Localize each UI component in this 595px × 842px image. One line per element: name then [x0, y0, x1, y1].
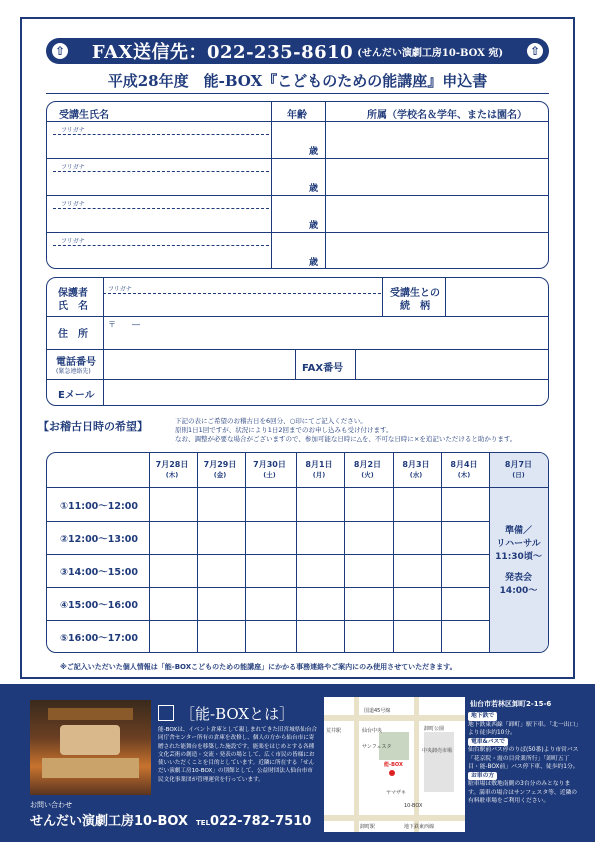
date-3: 7月30日: [253, 460, 286, 469]
date-2: 7月29日: [203, 460, 237, 469]
dow-6: (水): [409, 471, 423, 479]
map-label: 仙台中央: [362, 728, 383, 734]
aug7-line4: 発表会: [504, 573, 532, 583]
aug7-program: [488, 525, 549, 598]
up-arrow-icon: ⇧: [52, 43, 68, 59]
furigana-label: フリガナ: [108, 286, 132, 293]
dow-7: (木): [457, 471, 471, 479]
dow-3: (土): [263, 471, 276, 479]
furigana-rule: [53, 171, 269, 172]
logo-icon: [158, 705, 174, 721]
about-title-text: ［能-BOXとは］: [180, 705, 295, 723]
slot-1: ①11:00～12:00: [60, 501, 139, 512]
slot-4: ④15:00～16:00: [60, 600, 139, 611]
student-table: [46, 101, 549, 269]
access-heading: お車の方: [468, 772, 497, 781]
age-unit: 歳: [309, 147, 319, 157]
access-heading: 電車&バスで: [468, 738, 508, 747]
map-label: 国道45号線: [364, 708, 391, 714]
furigana-label: フリガナ: [61, 164, 85, 171]
about-title: [158, 703, 294, 724]
date-4: 8月1日: [305, 460, 333, 469]
map-label: 中央卸売市場: [422, 748, 453, 754]
aug7-line5: 14:00～: [499, 586, 538, 596]
relation-label-2: 続 柄: [400, 301, 430, 312]
date-8: 8月7日: [504, 460, 533, 469]
map-label: 荒井駅: [326, 728, 342, 734]
tel-prefix: TEL: [196, 819, 211, 827]
access-text: 駐車場は敷地南側の3台分のみとなります。満車の場合はサンフェスタ等、近隣の有料駐車場をご利用ください。: [468, 781, 578, 804]
access-text: 地下鉄東西線「卸町」駅下車。「北一出口」より徒歩約10分。: [468, 721, 579, 736]
fax-recipient: (せんだい演劇工房10-BOX 宛): [357, 47, 504, 59]
postal-mark: 〒 ―: [108, 320, 140, 329]
address: 仙台市若林区卸町2-15-6: [470, 700, 552, 708]
contact-name: せんだい演劇工房10-BOX: [30, 814, 189, 829]
guardian-table: [46, 277, 549, 406]
guardian-label: 保護者: [58, 288, 88, 299]
date-6: 8月3日: [402, 460, 430, 469]
map-label: 能-BOX: [384, 762, 403, 768]
furigana-rule: [53, 208, 269, 209]
dow-8: (日): [512, 471, 525, 479]
furigana-rule: [53, 245, 269, 246]
contact: [30, 810, 311, 829]
instruction-1: 下記の表にご希望のお稽古日を6回分、○印にてご記入ください。: [175, 417, 367, 425]
age-unit: 歳: [309, 184, 319, 194]
form-title: 平成28年度 能-BOX『こどものための能講座』申込書: [107, 72, 488, 90]
email-label: Eメール: [58, 390, 95, 401]
about-text: 能-BOXは、イベント倉庫として親しまれてきた旧宮城県仙台合同庁舎センター所有の倉庫を改修し、個人の方から仙台市に寄贈された能舞台を移築した施設です。能楽をはじめとする各種文化芸術の創造・交流・発表の場として、広く市民の皆様にお使いいただくことを目的としています。近隣に所在する「せんだい演劇工房10-BOX」の別館として、公益財団法人仙台市市民文化事業団が管理運営を行っています。: [158, 727, 318, 783]
furigana-label: フリガナ: [61, 238, 85, 245]
access-info: [468, 712, 580, 806]
access-text: 仙台駅前バス停のりば(50番)より市営バス「花京院・霞の目営業所行」「卸町五丁目・能-BOX前」バス停下車、徒歩約1分。: [468, 747, 579, 770]
aug7-line3: 11:30頃～: [495, 552, 542, 562]
fax-banner: [46, 38, 549, 64]
tel-number: 022-782-7510: [210, 814, 312, 829]
map-label: 卸町駅: [360, 824, 376, 830]
age-unit: 歳: [309, 258, 319, 268]
aug7-line2: リハーサル: [496, 539, 541, 549]
access-heading: 地下鉄で: [468, 712, 497, 721]
fax-label: FAX番号: [302, 363, 344, 374]
slot-2: ②12:00～13:00: [60, 534, 139, 545]
up-arrow-icon: ⇧: [527, 43, 543, 59]
privacy-note: ※ご記入いただいた個人情報は「能-BOXこどものための能講座」にかかる事務連絡やご案内にのみ使用させていただきます。: [60, 663, 457, 671]
map-label: 10-BOX: [404, 803, 423, 809]
furigana-label: フリガナ: [61, 201, 85, 208]
dow-5: (火): [361, 471, 374, 479]
furigana-rule: [103, 293, 381, 294]
age-unit: 歳: [309, 221, 319, 231]
date-7: 8月4日: [450, 460, 478, 469]
map-label: 地下鉄東西線: [404, 824, 435, 830]
map-label: 卸町公園: [424, 726, 445, 732]
furigana-rule: [53, 134, 269, 135]
age-header: 年齢: [287, 110, 307, 121]
dow-2: (金): [213, 471, 227, 479]
slot-3: ③14:00～15:00: [60, 567, 139, 578]
phone-sub-label: (緊急連絡先): [56, 368, 91, 375]
guardian-name-label: 氏 名: [58, 301, 88, 312]
date-5: 8月2日: [353, 460, 382, 469]
fax-number: FAX送信先：022-235-8610: [91, 42, 354, 63]
dow-4: (月): [312, 471, 326, 479]
address-label: 住 所: [58, 329, 88, 340]
student-name-header: 受講生氏名: [59, 110, 109, 121]
phone-label: 電話番号: [56, 357, 96, 368]
furigana-label: フリガナ: [61, 127, 85, 134]
schedule-table: [46, 452, 549, 653]
school-header: 所属（学校名＆学年、または園名）: [367, 110, 527, 121]
access-map: [324, 697, 465, 832]
map-label: サンフェスタ: [362, 744, 392, 750]
instruction-3: なお、調整が必要な場合がございますので、参加可能な日時に△を、不可な日時に×を追記いただけると助かります。: [175, 435, 517, 443]
schedule-heading: 【お稽古日時の希望】: [38, 420, 148, 433]
slot-5: ⑤16:00～17:00: [60, 633, 139, 644]
date-1: 7月28日: [155, 460, 189, 469]
contact-label: お問い合わせ: [30, 801, 72, 809]
noh-stage-photo: [30, 700, 151, 795]
instruction-2: 原則1日1回ですが、状況により1日2回までのお申し込みも受け付けます。: [175, 426, 393, 434]
map-label: ヤマザキ: [386, 790, 407, 796]
title-rule: [46, 93, 549, 94]
dow-1: (木): [165, 471, 179, 479]
relation-label: 受講生との: [390, 288, 440, 299]
aug7-line1: 準備／: [504, 526, 532, 536]
